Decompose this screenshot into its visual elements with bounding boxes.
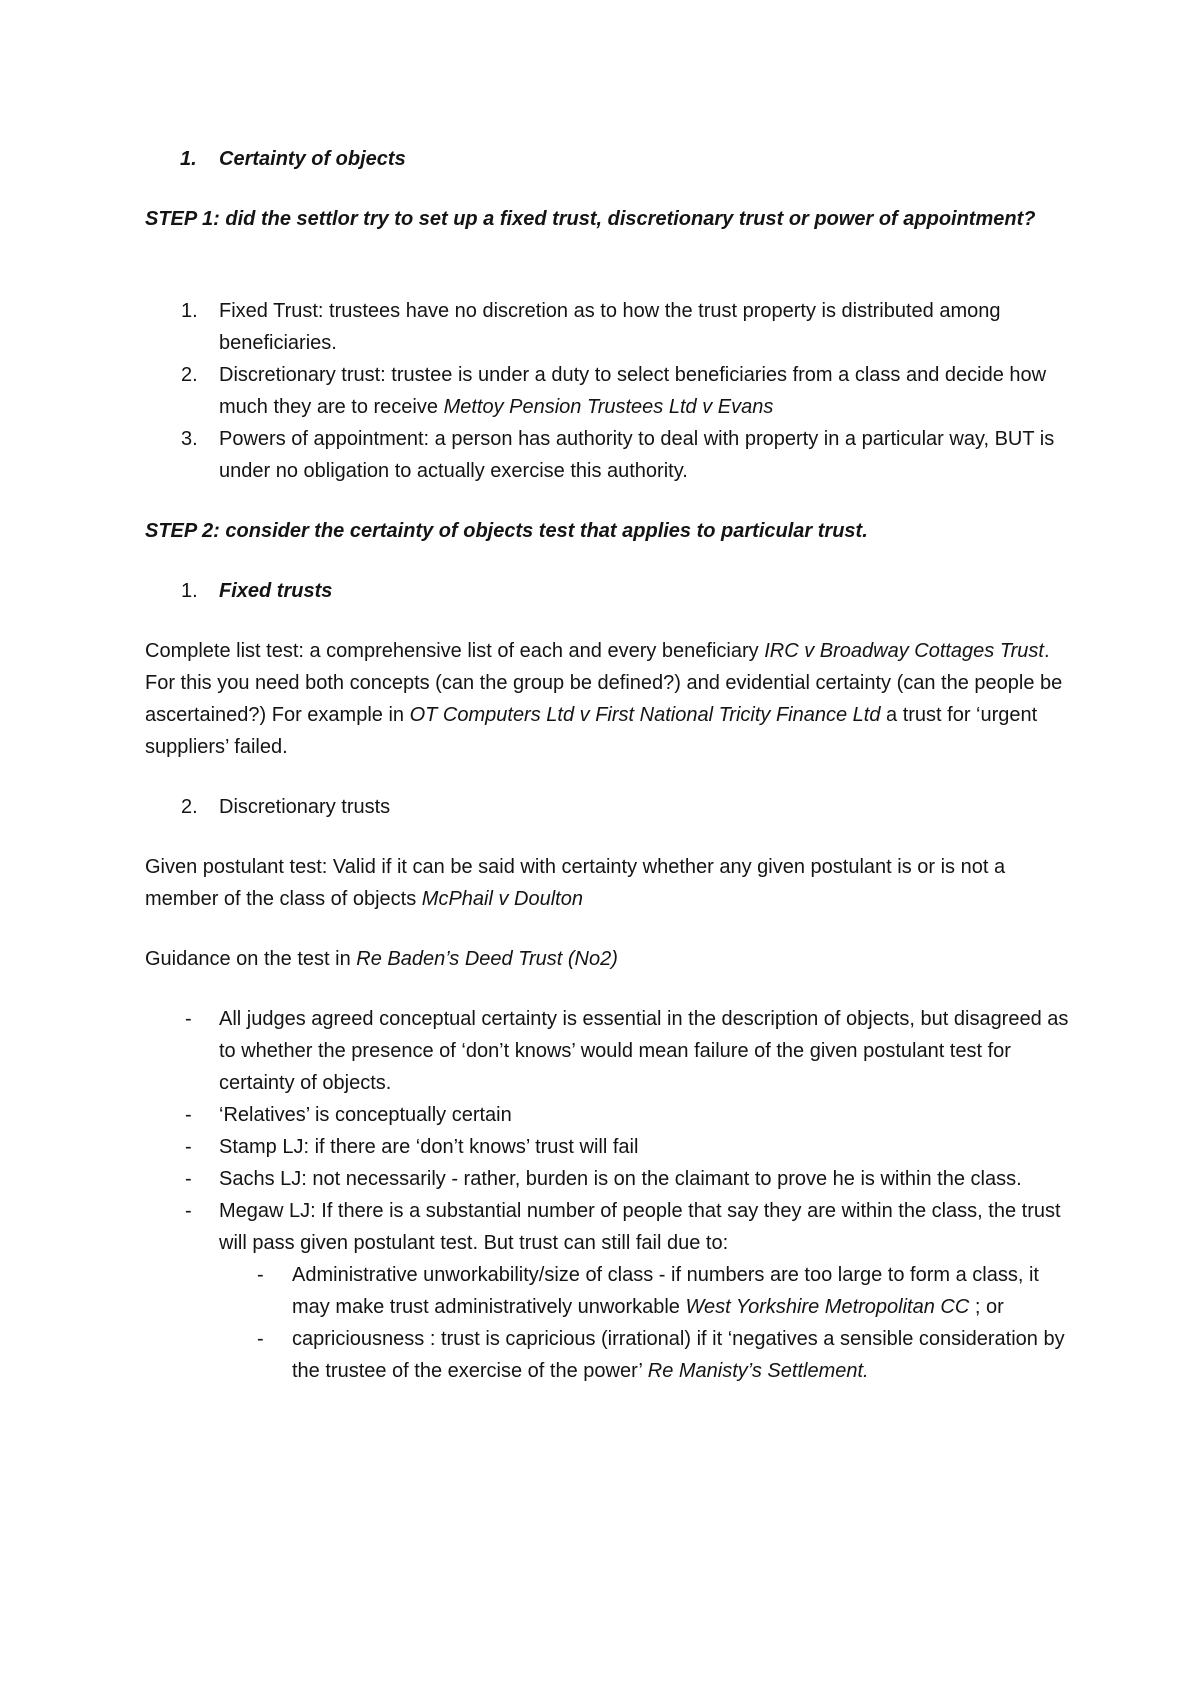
step-2-heading: STEP 2: consider the certainty of objects test that applies to particular trust. (145, 520, 868, 542)
list-item: 2. Discretionary trust: trustee is under a duty to select beneficiaries from a class and decide how much they are to receive Mettoy Pension Trustees Ltd v Evans (181, 364, 1047, 418)
case-citation: IRC v Broadway Cottages Trust (764, 640, 1044, 662)
case-citation: OT Computers Ltd v First National Tricity Finance Ltd (409, 704, 881, 726)
case-citation: West Yorkshire Metropolitan CC (685, 1296, 970, 1318)
sub-list-item: - Administrative unworkability/size of class - if numbers are too large to form a class, it may make trust administratively unworkable West Yorkshire Metropolitan CC ; or (257, 1264, 1039, 1318)
trust-types-list (145, 295, 1080, 487)
list-item: - Stamp LJ: if there are ‘don’t knows’ trust will fail (185, 1136, 639, 1158)
section-heading (145, 143, 1080, 175)
sub-list-item: - capriciousness : trust is capricious (irrational) if it ‘negatives a sensible consideration by the trustee of the exercise of the power’ Re Manisty’s Settlement. (257, 1328, 1065, 1382)
case-citation: Mettoy Pension Trustees Ltd v Evans (443, 396, 774, 418)
case-citation: Re Baden’s Deed Trust (No2) (356, 948, 618, 970)
list-item: 1. Fixed Trust: trustees have no discretion as to how the trust property is distributed among beneficiaries. (181, 300, 1001, 354)
fixed-trusts-paragraph: Complete list test: a comprehensive list of each and every beneficiary IRC v Broadway Cottages Trust. For this you need both concepts (can the group be defined?) and evidential certainty (can the people be ascertained?) For example in OT Computers Ltd v First National Tricity Finance Ltd a trust for ‘urgent suppliers’ failed. (145, 640, 1063, 758)
discretionary-trusts-heading: 2. Discretionary trusts (181, 796, 391, 818)
guidance-points-list (145, 1003, 1080, 1387)
list-item: - All judges agreed conceptual certainty is essential in the description of objects, but disagreed as to whether the presence of ‘don’t knows’ would mean failure of the given postulant test for certainty of objects. (185, 1008, 1069, 1094)
list-item: - Megaw LJ: If there is a substantial number of people that say they are within the class, the trust will pass given postulant test. But trust can still fail due to: (185, 1200, 1061, 1254)
section-title: Certainty of objects (219, 148, 406, 170)
step-1-heading: STEP 1: did the settlor try to set up a fixed trust, discretionary trust or power of appointment? (145, 208, 1036, 230)
section-number: 1. (180, 148, 197, 170)
case-citation: Re Manisty’s Settlement. (647, 1360, 869, 1382)
fixed-trusts-heading: 1. Fixed trusts (181, 580, 333, 602)
guidance-paragraph: Guidance on the test in Re Baden’s Deed Trust (No2) (145, 948, 618, 970)
list-item: - Sachs LJ: not necessarily - rather, burden is on the claimant to prove he is within the class. (185, 1168, 1022, 1190)
case-citation: McPhail v Doulton (421, 888, 583, 910)
list-item: 3. Powers of appointment: a person has authority to deal with property in a particular way, BUT is under no obligation to actually exercise this authority. (181, 428, 1055, 482)
list-item: - ‘Relatives’ is conceptually certain (185, 1104, 512, 1126)
discretionary-paragraph: Given postulant test: Valid if it can be said with certainty whether any given postulant is or is not a member of the class of objects McPhail v Doulton (145, 856, 1006, 910)
